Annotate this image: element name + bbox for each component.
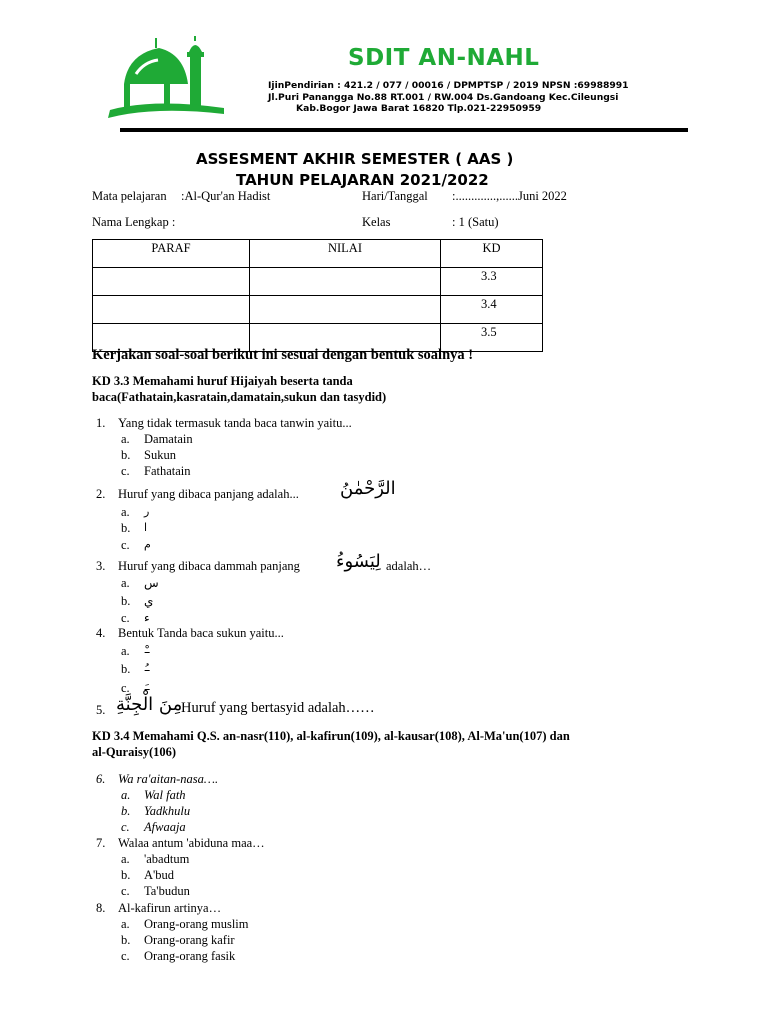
header-kd: KD xyxy=(441,240,543,268)
question-text: Wa ra'aitan-nasa…. xyxy=(118,772,219,786)
kd-cell: 3.4 xyxy=(441,296,543,324)
question-text: Bentuk Tanda baca sukun yaitu... xyxy=(118,626,284,640)
exam-title: ASSESMENT AKHIR SEMESTER ( AAS ) xyxy=(196,150,514,168)
question-number: 1. xyxy=(96,416,106,430)
question-text: Walaa antum 'abiduna maa… xyxy=(118,836,265,850)
logo-dome-spire xyxy=(155,38,157,48)
logo-minaret-balcony xyxy=(187,52,204,57)
logo-dome xyxy=(124,48,188,84)
question-number: 3. xyxy=(96,559,106,573)
school-permit-line: IjinPendirian : 421.2 / 077 / 00016 / DPMPTSP / 2019 NPSN :69988991 xyxy=(268,80,629,91)
mosque-logo-icon xyxy=(104,36,234,122)
question-number: 5. xyxy=(96,703,106,717)
school-contact-line: Kab.Bogor Jawa Barat 16820 Tlp.021-22950959 xyxy=(296,103,542,114)
paraf-cell xyxy=(93,296,250,324)
header-divider xyxy=(120,128,688,132)
header-nilai: NILAI xyxy=(250,240,441,268)
question-text-suffix: adalah… xyxy=(386,559,432,573)
arabic-word: لِيَسُوءُ xyxy=(336,551,381,572)
paraf-cell xyxy=(93,268,250,296)
subject-value: :Al-Qur'an Hadist xyxy=(181,189,271,203)
question-number: 8. xyxy=(96,901,106,915)
school-logo xyxy=(104,36,234,122)
school-address-line: Jl.Puri Panangga No.88 RT.001 / RW.004 Ds.Gandoang Kec.Cileungsi xyxy=(268,92,619,103)
score-row xyxy=(93,296,543,324)
kd-section-heading-cont: baca(Fathatain,kasratain,damatain,sukun dan tasydid) xyxy=(92,390,387,404)
question-text: Al-kafirun artinya… xyxy=(118,901,222,915)
logo-minaret-spire xyxy=(194,36,196,41)
class-label: Kelas xyxy=(362,215,391,229)
question-number: 7. xyxy=(96,836,106,850)
header-paraf: PARAF xyxy=(93,240,250,268)
exam-year: TAHUN PELAJARAN 2021/2022 xyxy=(236,171,489,189)
logo-right-pillar xyxy=(164,82,170,104)
subject-label: Mata pelajaran xyxy=(92,189,167,203)
question-number: 2. xyxy=(96,487,106,501)
question-text: Yang tidak termasuk tanda baca tanwin yaitu... xyxy=(118,416,352,430)
arabic-word: الرَّحْمٰنُ xyxy=(340,478,396,499)
kd-section-heading-cont: al-Quraisy(106) xyxy=(92,745,177,759)
score-table-header xyxy=(93,240,543,268)
kd-section-heading: KD 3.4 Memahami Q.S. an-nasr(110), al-kafirun(109), al-kausar(108), Al-Ma'un(107) dan xyxy=(92,729,570,743)
date-value: :.............,......Juni 2022 xyxy=(452,189,567,203)
kd-cell: 3.3 xyxy=(441,268,543,296)
question-number: 6. xyxy=(96,772,106,786)
question-text: Huruf yang bertasyid adalah…… xyxy=(181,700,375,716)
class-value: : 1 (Satu) xyxy=(452,215,499,229)
question-text: Huruf yang dibaca dammah panjang xyxy=(118,559,300,573)
logo-minaret xyxy=(190,56,201,106)
nilai-cell xyxy=(250,268,441,296)
kd-section-heading: KD 3.3 Memahami huruf Hijaiyah beserta tanda xyxy=(92,374,353,388)
kd-cell: 3.5 xyxy=(441,324,543,352)
school-name: SDIT AN-NAHL xyxy=(348,45,540,71)
question-text: Huruf yang dibaca panjang adalah... xyxy=(118,487,299,501)
logo-minaret-top xyxy=(189,45,202,52)
question-number: 4. xyxy=(96,626,106,640)
arabic-word: مِنَ الْجِنَّةِ xyxy=(116,694,183,715)
date-label: Hari/Tanggal xyxy=(362,189,428,203)
score-table xyxy=(92,239,543,352)
name-label: Nama Lengkap : xyxy=(92,215,176,229)
score-row xyxy=(93,268,543,296)
logo-left-pillar xyxy=(124,84,130,108)
instruction-text: Kerjakan soal-soal berikut ini sesuai dengan bentuk soalnya ! xyxy=(92,347,474,363)
nilai-cell xyxy=(250,296,441,324)
